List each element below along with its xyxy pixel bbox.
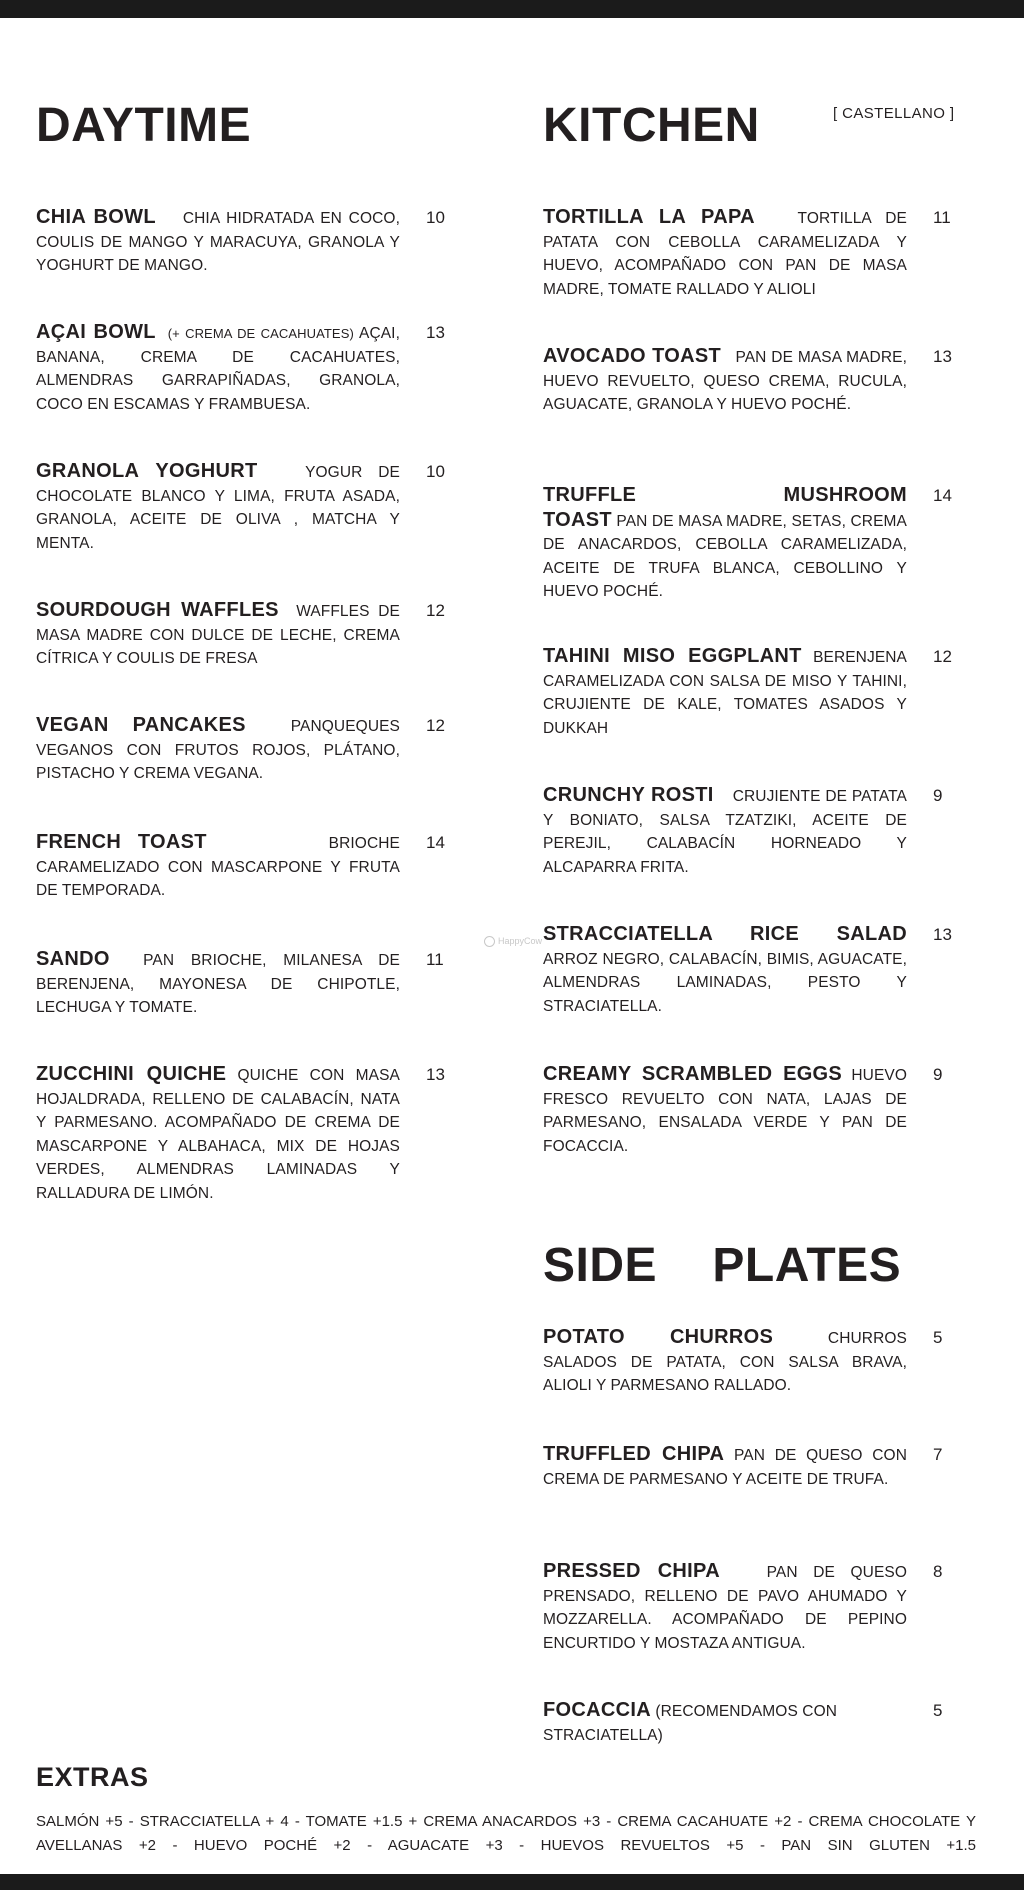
item-description <box>36 714 400 786</box>
menu-item <box>543 1560 963 1655</box>
item-name: FRENCH TOAST <box>36 831 207 853</box>
watermark <box>484 936 542 947</box>
item-price: 13 <box>426 323 445 342</box>
extras-line-2: AVELLANAS +2 - HUEVO POCHÉ +2 - AGUACATE +3 - HUEVOS REVUELTOS +5 - PAN SIN GLUTEN +1.5 <box>36 1837 976 1854</box>
item-price: 5 <box>933 1328 943 1347</box>
menu-item <box>36 948 456 1020</box>
daytime-heading: DAYTIME <box>36 99 252 152</box>
item-description <box>543 1443 907 1491</box>
side-plates-heading: SIDE PLATES <box>543 1239 902 1292</box>
menu-item <box>543 1063 963 1158</box>
item-price: 5 <box>933 1701 943 1720</box>
item-name: ZUCCHINI QUICHE <box>36 1063 227 1085</box>
language-label: [ CASTELLANO ] <box>833 105 955 122</box>
item-name: AÇAI BOWL <box>36 321 156 343</box>
item-text: YOGUR DE CHOCOLATE BLANCO Y LIMA, FRUTA ASADA, GRANOLA, ACEITE DE OLIVA , MATCHA Y MENTA. <box>36 464 400 552</box>
item-description <box>36 1063 400 1205</box>
item-price: 13 <box>426 1065 445 1084</box>
item-description <box>36 460 400 555</box>
item-price: 11 <box>426 950 444 969</box>
kitchen-heading: KITCHEN <box>543 99 760 152</box>
item-name: AVOCADO TOAST <box>543 345 722 367</box>
item-description <box>543 645 907 740</box>
extras-line-1: SALMÓN +5 - STRACCIATELLA + 4 - TOMATE +1.5 + CREMA ANACARDOS +3 - CREMA CACAHUATE +2 - CREMA CHOCOLATE Y <box>36 1813 976 1830</box>
menu-item <box>36 831 456 903</box>
item-price: 14 <box>426 833 445 852</box>
item-name: SANDO <box>36 948 110 970</box>
item-text: TORTILLA DE PATATA CON CEBOLLA CARAMELIZADA Y HUEVO, ACOMPAÑADO CON PAN DE MASA MADRE, TOMATE RALLADO Y ALIOLI <box>543 210 907 298</box>
item-description <box>543 1699 907 1747</box>
item-price: 11 <box>933 208 951 227</box>
item-text: BERENJENA CARAMELIZADA CON SALSA DE MISO Y TAHINI, CRUJIENTE DE KALE, TOMATES ASADOS Y DUKKAH <box>543 649 907 737</box>
item-price: 10 <box>426 208 445 227</box>
item-text: CHURROS SALADOS DE PATATA, CON SALSA BRAVA, ALIOLI Y PARMESANO RALLADO. <box>543 1330 907 1394</box>
item-text: PAN DE MASA MADRE, HUEVO REVUELTO, QUESO CREMA, RUCULA, AGUACATE, GRANOLA Y HUEVO POCHÉ. <box>543 349 907 413</box>
item-price: 9 <box>933 1065 943 1084</box>
item-description <box>543 206 907 301</box>
menu-item <box>543 1699 963 1747</box>
menu-item <box>36 460 456 555</box>
item-text: QUICHE CON MASA HOJALDRADA, RELLENO DE CALABACÍN, NATA Y PARMESANO. ACOMPAÑADO DE CREMA DE MASCARPONE Y ALBAHACA, MIX DE HOJAS VERDES, ALMENDRAS LAMINADAS Y RALLADURA DE LIMÓN. <box>36 1067 400 1202</box>
menu-item <box>543 345 963 417</box>
item-name: POTATO CHURROS <box>543 1326 774 1348</box>
menu-item <box>36 1063 456 1205</box>
item-description <box>543 345 907 417</box>
item-name: TRUFFLED CHIPA <box>543 1443 725 1465</box>
bottom-bar <box>0 1874 1024 1890</box>
item-description <box>36 948 400 1020</box>
item-description <box>36 831 400 903</box>
item-name: CRUNCHY ROSTI <box>543 784 714 806</box>
item-text: WAFFLES DE MASA MADRE CON DULCE DE LECHE, CREMA CÍTRICA Y COULIS DE FRESA <box>36 603 400 667</box>
item-name: GRANOLA YOGHURT <box>36 460 258 482</box>
item-price: 8 <box>933 1562 943 1581</box>
item-name: SOURDOUGH WAFFLES <box>36 599 279 621</box>
menu-item <box>36 321 456 416</box>
cow-icon <box>484 936 495 947</box>
item-text: HUEVO FRESCO REVUELTO CON NATA, LAJAS DE PARMESANO, ENSALADA VERDE Y PAN DE FOCACCIA. <box>543 1067 907 1155</box>
menu-item <box>543 923 963 1018</box>
extras-heading: EXTRAS <box>36 1762 149 1792</box>
item-name: STRACCIATELLA RICE SALAD <box>543 923 907 945</box>
item-note: (+ CREMA DE CACAHUATES) <box>167 326 354 341</box>
item-name: TRUFFLE MUSHROOM TOAST <box>543 484 907 531</box>
item-name: PRESSED CHIPA <box>543 1560 720 1582</box>
menu-item <box>36 714 456 786</box>
watermark-text: HappyCow <box>498 936 543 946</box>
item-price: 12 <box>426 601 445 620</box>
item-price: 10 <box>426 462 445 481</box>
menu-item <box>543 784 963 879</box>
top-bar <box>0 0 1024 18</box>
item-price: 12 <box>933 647 952 666</box>
menu-item <box>543 1443 963 1491</box>
item-description <box>36 206 400 278</box>
item-text: BRIOCHE CARAMELIZADO CON MASCARPONE Y FRUTA DE TEMPORADA. <box>36 835 400 899</box>
item-text: ARROZ NEGRO, CALABACÍN, BIMIS, AGUACATE, ALMENDRAS LAMINADAS, PESTO Y STRACIATELLA. <box>543 950 907 1015</box>
item-price: 9 <box>933 786 943 805</box>
item-name: CHIA BOWL <box>36 206 156 228</box>
item-description <box>543 1326 907 1398</box>
item-name: TORTILLA LA PAPA <box>543 206 755 228</box>
item-description <box>36 599 400 671</box>
item-price: 12 <box>426 716 445 735</box>
item-description <box>36 321 400 416</box>
menu-item <box>543 645 963 740</box>
menu-item <box>543 206 963 301</box>
item-description <box>543 484 907 604</box>
item-text: PAN DE QUESO CON CREMA DE PARMESANO Y ACEITE DE TRUFA. <box>543 1447 907 1488</box>
menu-item <box>543 484 963 604</box>
item-description <box>543 1063 907 1158</box>
item-price: 13 <box>933 347 952 366</box>
item-price: 13 <box>933 925 952 944</box>
item-description <box>543 1560 907 1655</box>
item-text: AÇAI, BANANA, CREMA DE CACAHUATES, ALMENDRAS GARRAPIÑADAS, GRANOLA, COCO EN ESCAMAS Y FRAMBUESA. <box>36 325 400 413</box>
item-name: TAHINI MISO EGGPLANT <box>543 645 802 667</box>
item-text: (RECOMENDAMOS CON STRACIATELLA) <box>543 1703 838 1744</box>
menu-item <box>36 599 456 671</box>
item-text: PANQUEQUES VEGANOS CON FRUTOS ROJOS, PLÁTANO, PISTACHO Y CREMA VEGANA. <box>36 718 400 782</box>
item-text: PAN DE QUESO PRENSADO, RELLENO DE PAVO AHUMADO Y MOZZARELLA. ACOMPAÑADO DE PEPINO ENCURTIDO Y MOSTAZA ANTIGUA. <box>543 1564 907 1652</box>
item-text: CHIA HIDRATADA EN COCO, COULIS DE MANGO Y MARACUYA, GRANOLA Y YOGHURT DE MANGO. <box>36 210 400 274</box>
item-description <box>543 923 907 1018</box>
item-text: PAN BRIOCHE, MILANESA DE BERENJENA, MAYONESA DE CHIPOTLE, LECHUGA Y TOMATE. <box>36 952 400 1016</box>
item-price: 7 <box>933 1445 943 1464</box>
menu-item <box>36 206 456 278</box>
item-text: PAN DE MASA MADRE, SETAS, CREMA DE ANACARDOS, CEBOLLA CARAMELIZADA, ACEITE DE TRUFA BLANCA, CEBOLLINO Y HUEVO POCHÉ. <box>543 512 907 600</box>
item-description <box>543 784 907 879</box>
item-name: VEGAN PANCAKES <box>36 714 246 736</box>
menu-item <box>543 1326 963 1398</box>
item-name: CREAMY SCRAMBLED EGGS <box>543 1063 843 1085</box>
item-price: 14 <box>933 486 952 505</box>
item-name: FOCACCIA <box>543 1699 651 1721</box>
item-text: CRUJIENTE DE PATATA Y BONIATO, SALSA TZATZIKI, ACEITE DE PEREJIL, CALABACÍN HORNEADO Y ALCAPARRA FRITA. <box>543 788 907 876</box>
